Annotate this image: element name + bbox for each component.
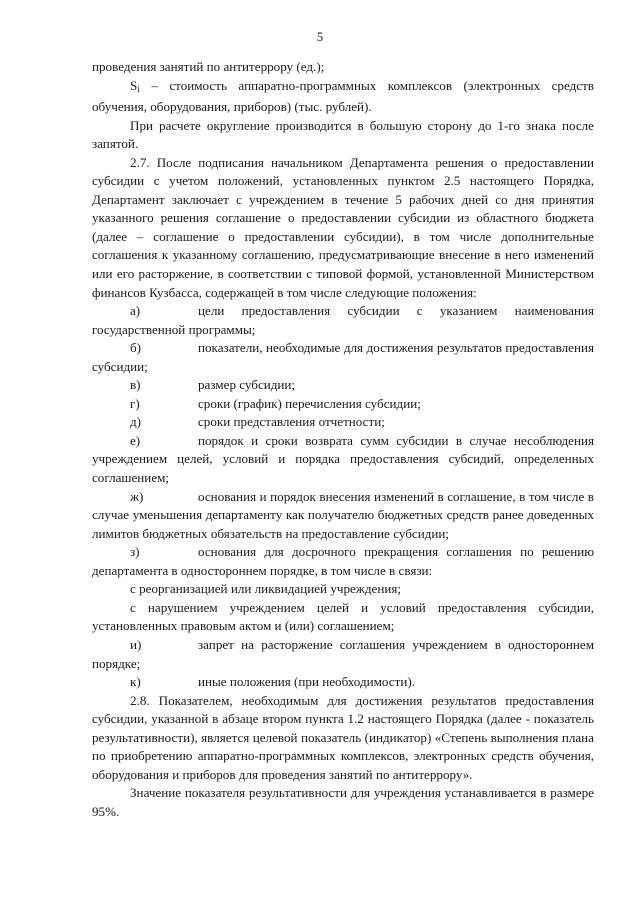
list-item-z xyxy=(92,543,594,580)
list-item-text: порядок и сроки возврата сумм субсидии в случае несоблюдения учреждением целей, условий и порядка предоставления субсидий, определенных соглашением; xyxy=(92,432,594,486)
list-item-label: и) xyxy=(130,636,142,652)
list-item-k xyxy=(92,673,594,692)
sub-item-violation: с нарушением учреждением целей и условий предоставления субсидии, установленных правовым актом и (или) соглашением; xyxy=(92,599,594,634)
list-item-a xyxy=(92,302,594,339)
sub-item-reorganization: с реорганизацией или ликвидацией учреждения; xyxy=(130,581,402,597)
rounding-paragraph: При расчете округление производится в большую сторону до 1-го знака после запятой. xyxy=(92,117,594,152)
list-item-text: размер субсидии; xyxy=(198,377,296,393)
list-item-text: основания и порядок внесения изменений в соглашение, в том числе в случае уменьшения департаменту как получателю бюджетных средств ранее доведенных лимитов бюджетных обязательств на предоставление субсидии; xyxy=(92,488,594,541)
list-item-label: з) xyxy=(130,544,140,560)
list-item-label: д) xyxy=(130,414,142,430)
list-item-g xyxy=(92,395,594,414)
list-item-text: показатели, необходимые для достижения результатов предоставления субсидии; xyxy=(92,340,594,374)
list-item-text: иные положения (при необходимости). xyxy=(198,674,415,690)
list-item-label: б) xyxy=(130,340,142,356)
list-item-label: а) xyxy=(130,303,141,319)
document-body xyxy=(92,58,594,821)
list-item-text: основания для досрочного прекращения соглашения по решению департамента в одностороннем порядке, в том числе в связи: xyxy=(92,544,594,578)
list-item-label: к) xyxy=(130,674,141,690)
list-item-label: г) xyxy=(130,395,140,411)
list-item-text: цели предоставления субсидии с указанием наименования государственной программы; xyxy=(92,303,594,337)
list-item-text: сроки представления отчетности; xyxy=(198,414,385,430)
list-item-zh xyxy=(92,488,594,544)
list-item-e xyxy=(92,432,594,488)
section-2-7-paragraph: 2.7. После подписания начальником Департамента решения о предоставлении субсидии с учетом положений, установленных пунктом 2.5 настоящего Порядка, Департамент заключает с учреждением в течение 5 рабочих дней со дня принятия указанного решения соглашение о предоставлении субсидии из областного бюджета (далее – соглашение о предоставлении субсидии), в том числе дополнительные соглашения к указанному соглашению, предусматривающие внесение в него изменений или его расторжение, в соответствии с типовой формой, установленной Министерством финансов Кузбасса, содержащей в том числе следующие положения: xyxy=(92,154,594,300)
section-2-8-paragraph: 2.8. Показателем, необходимым для достижения результатов предоставления субсидии, указанной в абзаце втором пункта 1.2 настоящего Порядка (далее - показатель результативности), является целевой показатель (индикатор) «Степень выполнения плана по приобретению аппаратно-программных комплексов, электронных средств обучения, оборудования и приборов для проведения занятий по антитеррору». xyxy=(92,692,594,782)
formula-description: стоимость аппаратно-программных комплексов (электронных средств обучения, оборудования, приборов) (тыс. рублей). xyxy=(92,77,594,115)
formula-symbol: S xyxy=(130,77,138,93)
list-item-text: запрет на расторжение соглашения учреждением в одностороннем порядке; xyxy=(92,636,594,671)
list-item-d xyxy=(92,413,594,432)
list-item-b xyxy=(92,339,594,376)
target-value-paragraph: Значение показателя результативности для учреждения устанавливается в размере 95%. xyxy=(92,785,594,819)
formula-definition xyxy=(92,77,594,117)
page-number: 5 xyxy=(316,30,324,44)
list-item-label: е) xyxy=(130,432,141,448)
list-item-label: в) xyxy=(130,377,141,393)
list-item-v xyxy=(92,376,594,395)
paragraph-continuation: проведения занятий по антитеррору (ед.); xyxy=(92,59,325,74)
formula-dash: – xyxy=(151,77,158,93)
formula-subscript: i xyxy=(137,83,140,94)
list-item-i xyxy=(92,636,594,673)
list-item-label: ж) xyxy=(130,488,144,504)
list-item-text: сроки (график) перечисления субсидии; xyxy=(198,395,421,411)
